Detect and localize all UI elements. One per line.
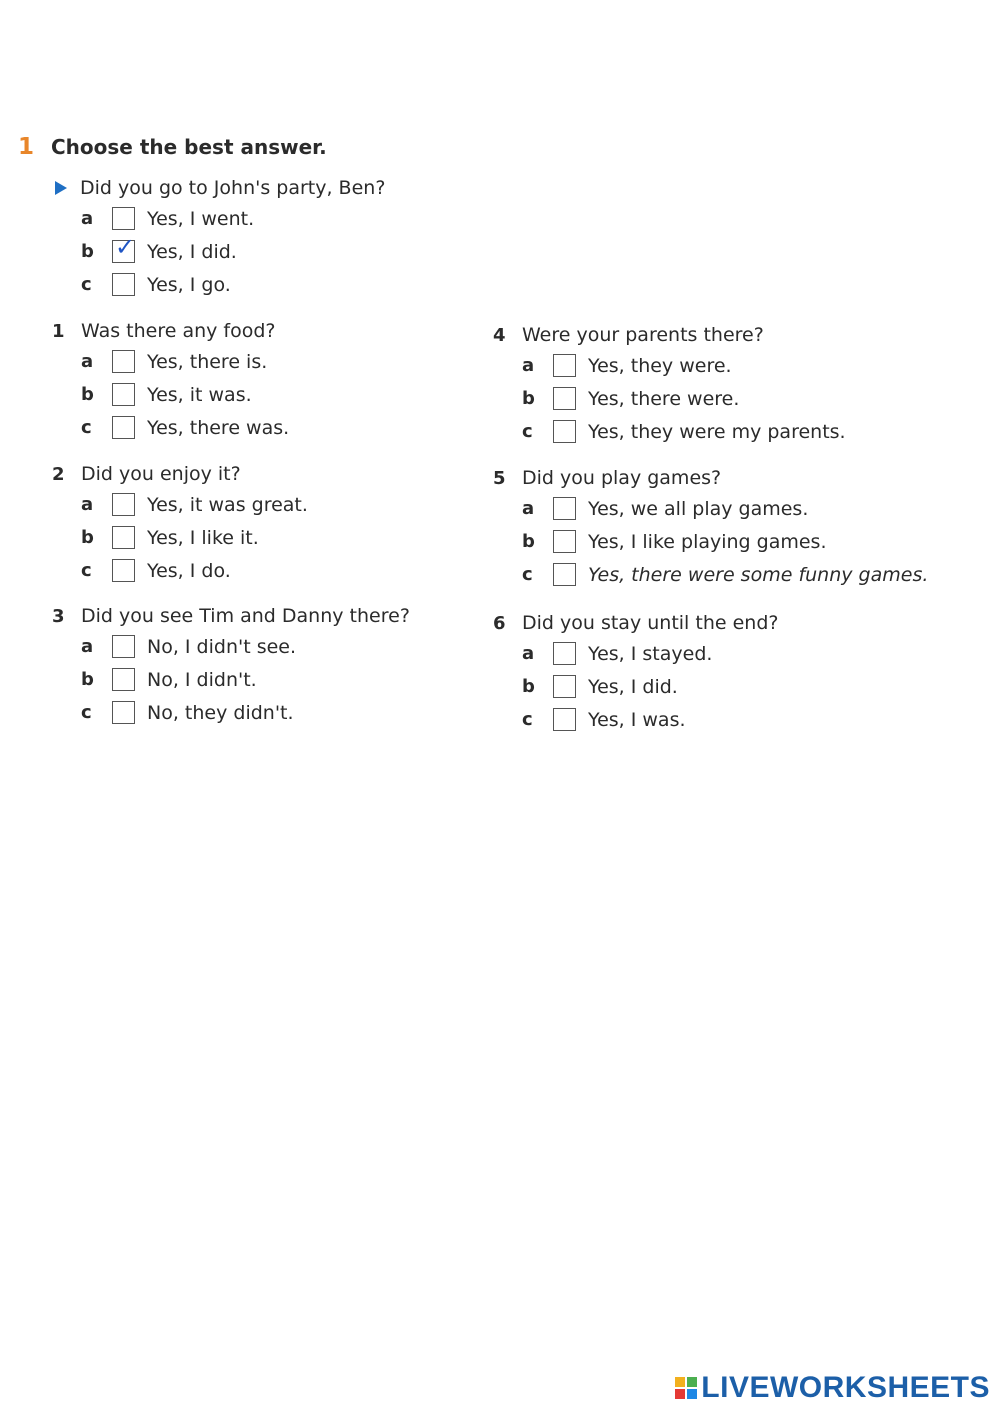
option-a	[52, 202, 385, 235]
option-letter: c	[81, 560, 92, 581]
option-c	[52, 696, 410, 729]
liveworksheets-logo[interactable]	[675, 1371, 990, 1405]
checkmark-icon: ✓	[115, 233, 136, 261]
question-6	[493, 609, 778, 736]
option-b	[493, 670, 778, 703]
option-letter: c	[81, 417, 92, 438]
question-5	[493, 464, 928, 591]
question-1	[52, 317, 289, 444]
option-letter: a	[81, 208, 94, 229]
answer-checkbox[interactable]	[112, 635, 135, 658]
option-text: Yes, we all play games.	[588, 497, 809, 520]
option-text: No, I didn't see.	[147, 635, 297, 658]
question-number: 4	[493, 324, 506, 346]
answer-checkbox[interactable]	[112, 383, 135, 406]
answer-checkbox[interactable]	[112, 559, 135, 582]
play-arrow-icon	[55, 181, 67, 195]
option-text: Yes, I like it.	[147, 526, 259, 549]
option-a	[493, 349, 846, 382]
answer-checkbox[interactable]	[553, 708, 576, 731]
option-letter: c	[522, 564, 533, 585]
option-a	[493, 492, 928, 525]
answer-checkbox[interactable]	[112, 207, 135, 230]
question-number: 3	[52, 605, 65, 627]
option-c	[493, 415, 846, 448]
question-text: Did you go to John's party, Ben?	[80, 177, 386, 199]
option-c	[493, 703, 778, 736]
option-letter: a	[81, 351, 94, 372]
option-text: Yes, I went.	[147, 207, 255, 230]
option-letter: b	[522, 531, 535, 552]
option-text: Yes, I do.	[147, 559, 231, 582]
option-text: Yes, there is.	[147, 350, 268, 373]
option-letter: a	[522, 498, 535, 519]
question-text: Did you enjoy it?	[81, 463, 241, 485]
option-text: No, they didn't.	[147, 701, 294, 724]
option-a	[52, 488, 308, 521]
option-text: Yes, I go.	[147, 273, 231, 296]
option-b	[52, 235, 385, 268]
question-text: Was there any food?	[81, 320, 276, 342]
answer-checkbox[interactable]	[112, 493, 135, 516]
option-letter: a	[81, 636, 94, 657]
question-number: 6	[493, 612, 506, 634]
question-text: Did you play games?	[522, 467, 722, 489]
answer-checkbox[interactable]	[553, 387, 576, 410]
question-4	[493, 321, 846, 448]
example-question	[52, 174, 385, 301]
option-letter: a	[81, 494, 94, 515]
exercise-header	[18, 134, 327, 160]
question-3	[52, 602, 410, 729]
answer-checkbox[interactable]	[553, 563, 576, 586]
option-b	[493, 525, 928, 558]
option-letter: b	[81, 384, 94, 405]
option-text: Yes, I stayed.	[588, 642, 713, 665]
option-letter: a	[522, 355, 535, 376]
option-text: Yes, I did.	[588, 675, 678, 698]
option-text: Yes, I like playing games.	[588, 530, 827, 553]
question-text: Did you stay until the end?	[522, 612, 779, 634]
option-text: Yes, they were my parents.	[588, 420, 846, 443]
option-a	[52, 630, 410, 663]
option-a	[52, 345, 289, 378]
option-text: Yes, there were.	[588, 387, 740, 410]
option-a	[493, 637, 778, 670]
option-b	[52, 378, 289, 411]
option-text: Yes, I did.	[147, 240, 237, 263]
answer-checkbox[interactable]	[553, 420, 576, 443]
question-text: Were your parents there?	[522, 324, 764, 346]
option-b	[52, 663, 410, 696]
option-text: Yes, I was.	[588, 708, 686, 731]
option-c	[52, 411, 289, 444]
question-number: 1	[52, 320, 65, 342]
question-number: 2	[52, 463, 65, 485]
option-letter: c	[522, 421, 533, 442]
option-text: No, I didn't.	[147, 668, 257, 691]
answer-checkbox[interactable]	[553, 530, 576, 553]
option-letter: c	[81, 702, 92, 723]
option-b	[493, 382, 846, 415]
option-text: Yes, there were some funny games.	[588, 563, 929, 586]
answer-checkbox[interactable]	[112, 233, 136, 263]
option-text: Yes, it was.	[147, 383, 252, 406]
logo-mark-icon	[675, 1377, 697, 1399]
answer-checkbox[interactable]	[112, 668, 135, 691]
logo-text: LIVEWORKSHEETS	[701, 1371, 990, 1404]
answer-checkbox[interactable]	[112, 273, 135, 296]
exercise-number: 1	[18, 134, 35, 160]
answer-checkbox[interactable]	[112, 526, 135, 549]
answer-checkbox[interactable]	[112, 701, 135, 724]
option-c	[52, 268, 385, 301]
answer-checkbox[interactable]	[553, 497, 576, 520]
question-number: 5	[493, 467, 506, 489]
option-letter: b	[522, 676, 535, 697]
option-letter: b	[81, 669, 94, 690]
option-text: Yes, there was.	[147, 416, 290, 439]
answer-checkbox[interactable]	[112, 350, 135, 373]
option-c	[493, 558, 928, 591]
option-letter: b	[522, 388, 535, 409]
question-2	[52, 460, 308, 587]
option-c	[52, 554, 308, 587]
question-text: Did you see Tim and Danny there?	[81, 605, 410, 627]
option-text: Yes, they were.	[588, 354, 732, 377]
option-letter: b	[81, 527, 94, 548]
answer-checkbox[interactable]	[112, 416, 135, 439]
option-letter: c	[81, 274, 92, 295]
option-letter: a	[522, 643, 535, 664]
option-b	[52, 521, 308, 554]
exercise-title: Choose the best answer.	[51, 135, 327, 159]
answer-checkbox[interactable]	[553, 675, 576, 698]
option-letter: c	[522, 709, 533, 730]
answer-checkbox[interactable]	[553, 354, 576, 377]
option-letter: b	[81, 241, 94, 262]
option-text: Yes, it was great.	[147, 493, 308, 516]
answer-checkbox[interactable]	[553, 642, 576, 665]
